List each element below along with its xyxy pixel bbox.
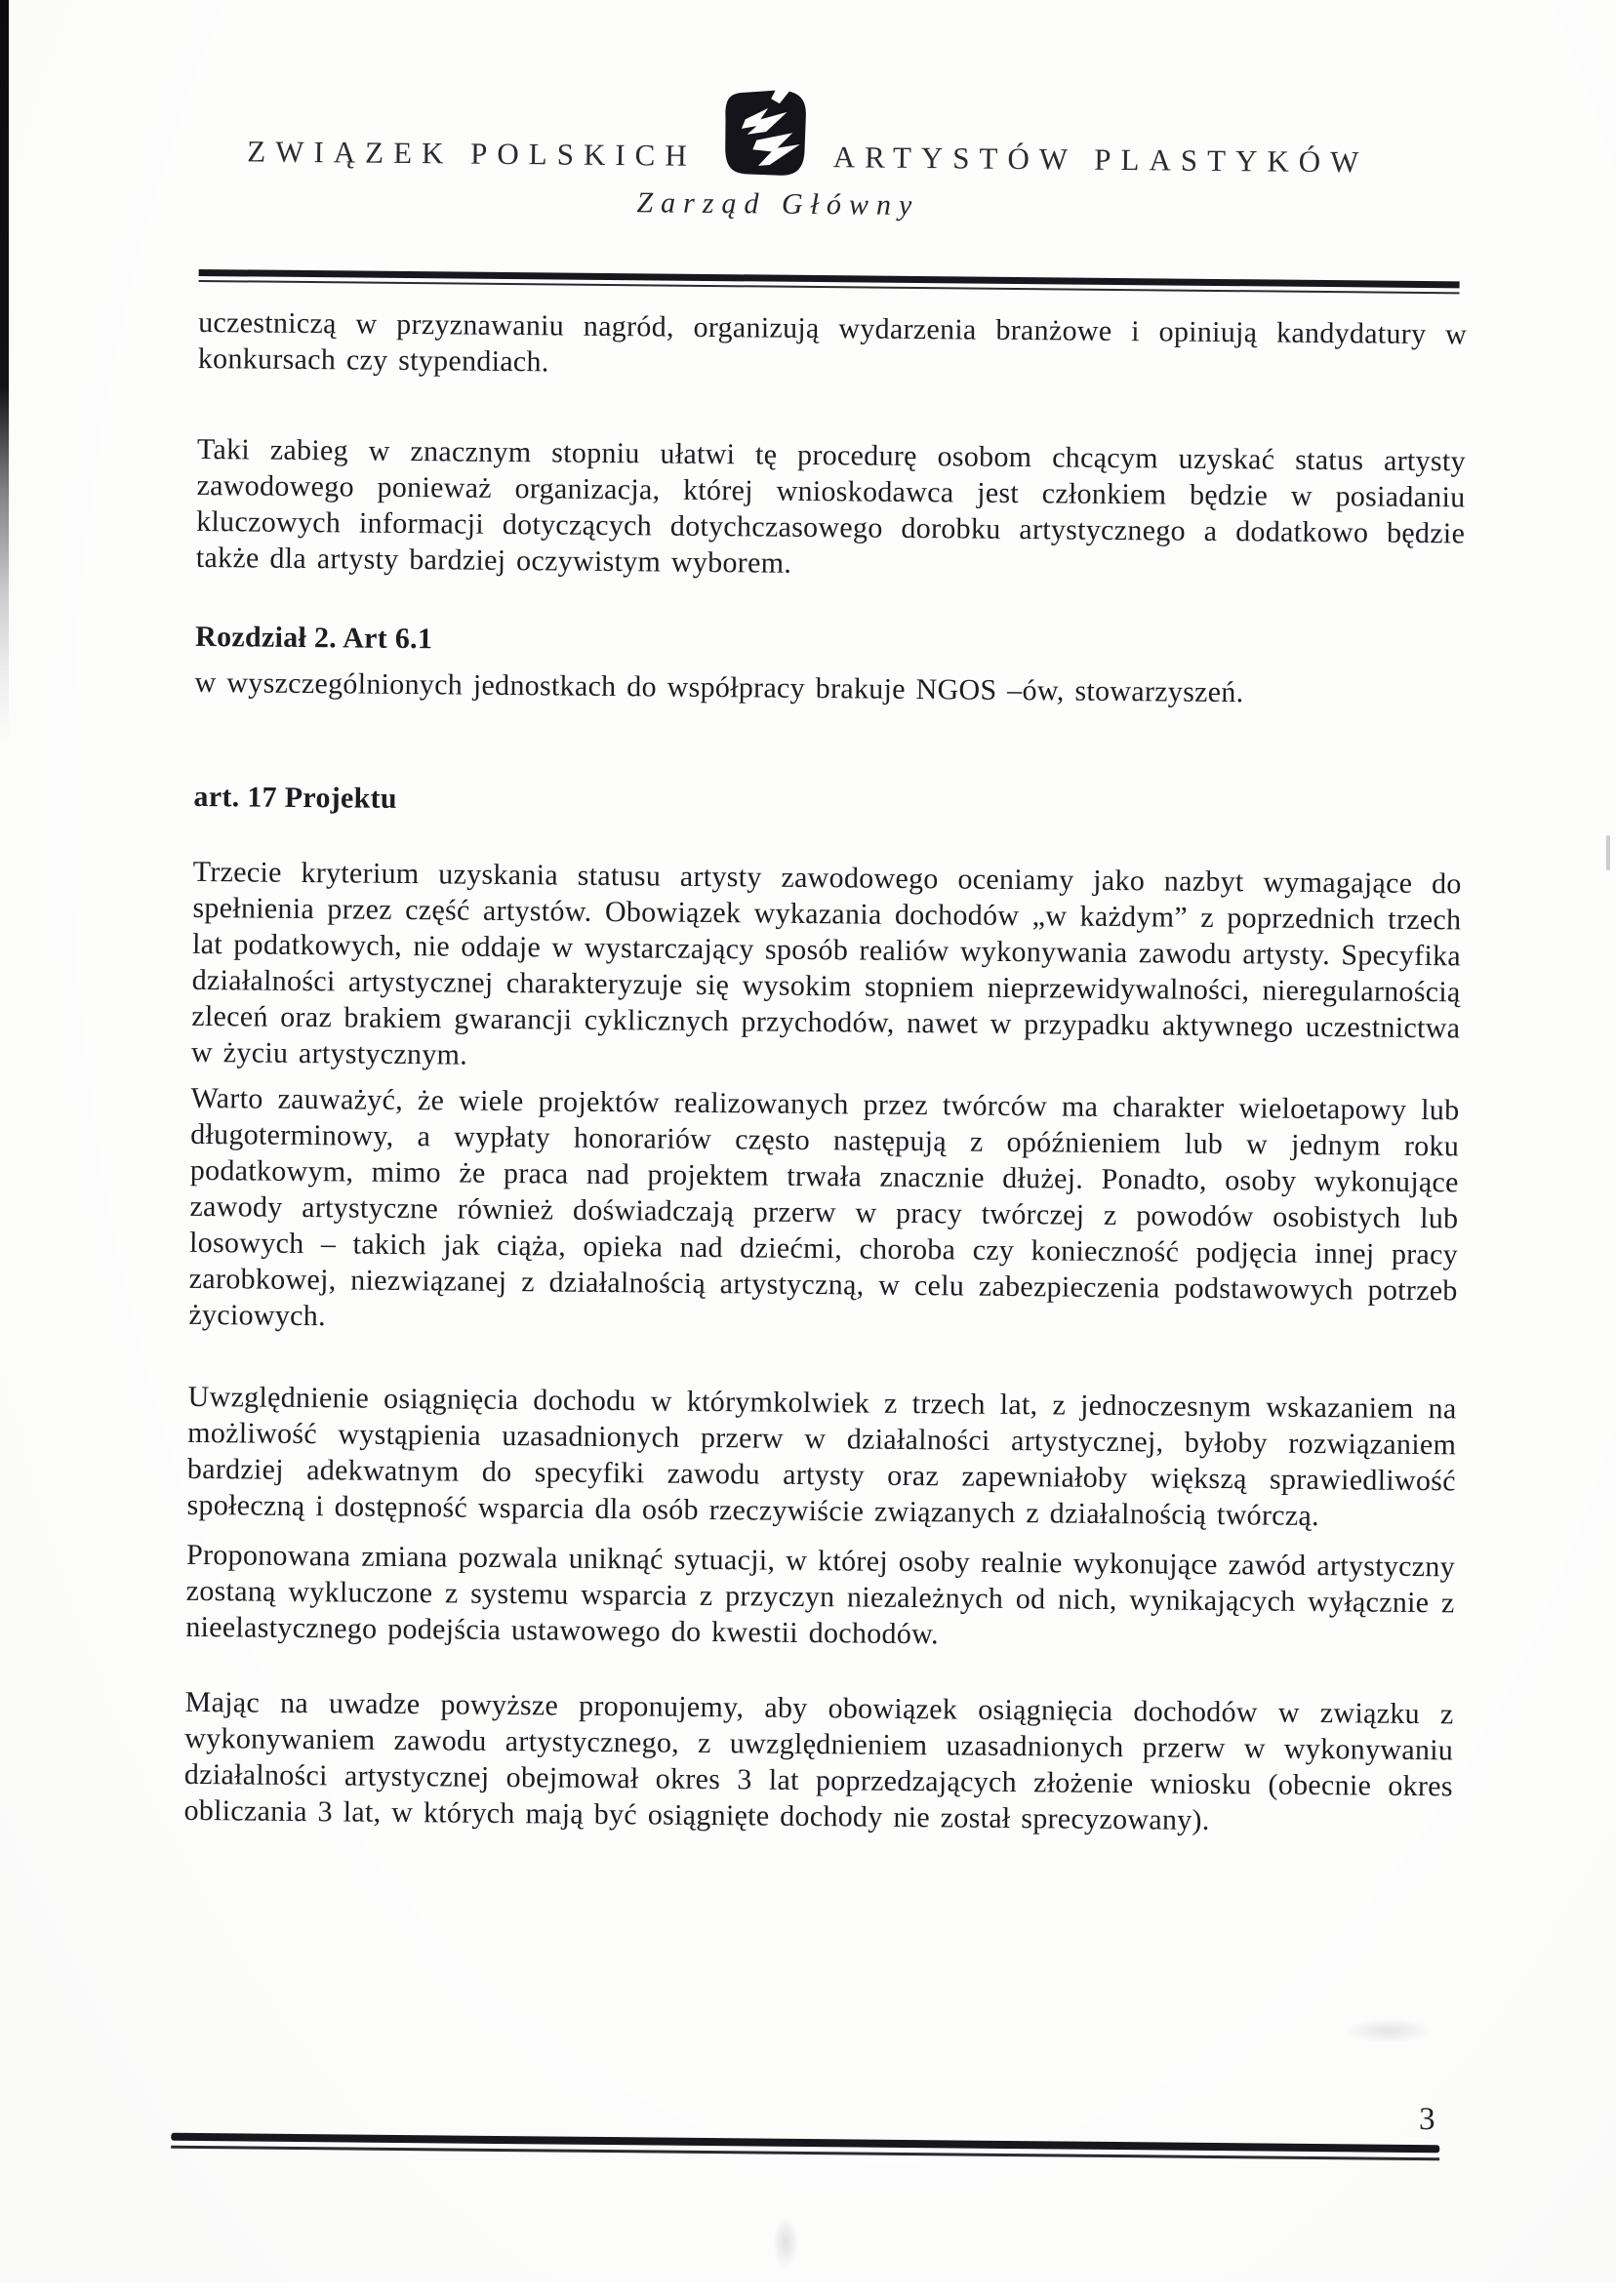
paragraph-trzecie-kryterium: Trzecie kryterium uzyskania statusu artysty zawodowego oceniamy jako nazbyt wymagające do spełnienia przez część artystów. Obowiązek wykazania dochodów „w każdym” z poprzednich trzech lat podatkowych, nie oddaje w wystarczający sposób realiów wykonywania zawodu artysty. Specyfika działalności artystycznej charakteryzuje się wysokim stopniem nieprzewidywalności, nieregularnością zleceń oraz brakiem gwarancji cyklicznych przychodów, nawet w przypadku aktywnego uczestnictwa w życiu artystycznym. bbox=[190, 855, 1462, 1071]
paragraph-warto-zauwazyc: Warto zauważyć, że wiele projektów realizowanych przez twórców ma charakter wieloetapowy lub długoterminowy, a wypłaty honorariów często następują z opóźnieniem lub w jednym roku podatkowym, mimo że praca nad projektem trwała znacznie dłużej. Ponadto, osoby wykonujące zawody artystyczne również doświadczają przerw w pracy twórczej z powodów osobistych lub losowych – takich jak ciąża, opieka nad dziećmi, choroba czy konieczność podjęcia innej pracy zarobkowej, niezwiązanej z działalnością artystyczną, w celu zabezpieczenia podstawowych potrzeb życiowych. bbox=[188, 1081, 1460, 1333]
letter-body bbox=[183, 304, 1467, 1840]
paragraph-ngos: w wyszczególnionych jednostkach do współpracy brakuje NGOS –ów, stowarzyszeń. bbox=[194, 665, 1244, 709]
section-heading-art-17: art. 17 Projektu bbox=[193, 780, 398, 815]
org-name-right: ARTYSTÓW PLASTYKÓW bbox=[832, 140, 1369, 180]
paragraph-uwzglednienie: Uwzględnienie osiągnięcia dochodu w którymkolwiek z trzech lat, z jednoczesnym wskazaniem na możliwość wystąpienia uzasadnionych przerw w działalności artystycznej, byłoby rozwiązaniem bardziej adekwatnym do specyfiki zawodu artysty oraz zapewniałoby większą sprawiedliwość społeczną i dostępność wsparcia dla osób rzeczywiście związanych z działalnością twórczą. bbox=[186, 1380, 1457, 1533]
org-subtitle: Zarząd Główny bbox=[636, 186, 920, 222]
section-heading-rozdzial-2: Rozdział 2. Art 6.1 bbox=[194, 620, 433, 656]
paragraph-majac-na-uwadze: Mając na uwadze powyższe proponujemy, aby obowiązek osiągnięcia dochodów w związku z wykonywaniem zawodu artystycznego, z uwzględnieniem uzasadnionych przerw w wykonywaniu działalności artystycznej obejmował okres 3 lat poprzedzających złożenie wniosku (obecnie okres obliczania 3 lat, w których mają być osiągnięte dochody nie został sprecyzowany). bbox=[183, 1685, 1454, 1836]
letterhead bbox=[0, 76, 1616, 229]
footer-divider-rule bbox=[171, 2133, 1439, 2160]
organization-name-line bbox=[0, 76, 1616, 181]
header-divider-rule bbox=[199, 269, 1460, 294]
paragraph-taki-zabieg: Taki zabieg w znacznym stopniu ułatwi tę procedurę osobom chcącym uzyskać status artysty zawodowego ponieważ organizacja, której wnioskodawca jest członkiem będzie w posiadaniu kluczowych informacji dotyczących dotychczasowego dorobku artystycznego a dodatkowo będzie także dla artysty bardziej oczywistym wyborem. bbox=[195, 432, 1467, 580]
page-number: 3 bbox=[1418, 2102, 1435, 2138]
org-name-left: ZWIĄZEK POLSKICH bbox=[247, 134, 697, 173]
paragraph-proponowana-zmiana: Proponowana zmiana pozwala uniknąć sytuacji, w której osoby realnie wykonujące zawód artystyczny zostaną wykluczone z systemu wsparcia z przyczyn niezależnych od nich, wynikających wyłącznie z nieelastycznego podejścia ustawowego do kwestii dochodów. bbox=[185, 1538, 1456, 1651]
paragraph-intro: uczestniczą w przyznawaniu nagród, organizują wydarzenia branżowe i opiniują kandydatury w konkursach czy stypendiach. bbox=[197, 305, 1468, 379]
zpap-monogram-logo-icon bbox=[722, 87, 809, 178]
